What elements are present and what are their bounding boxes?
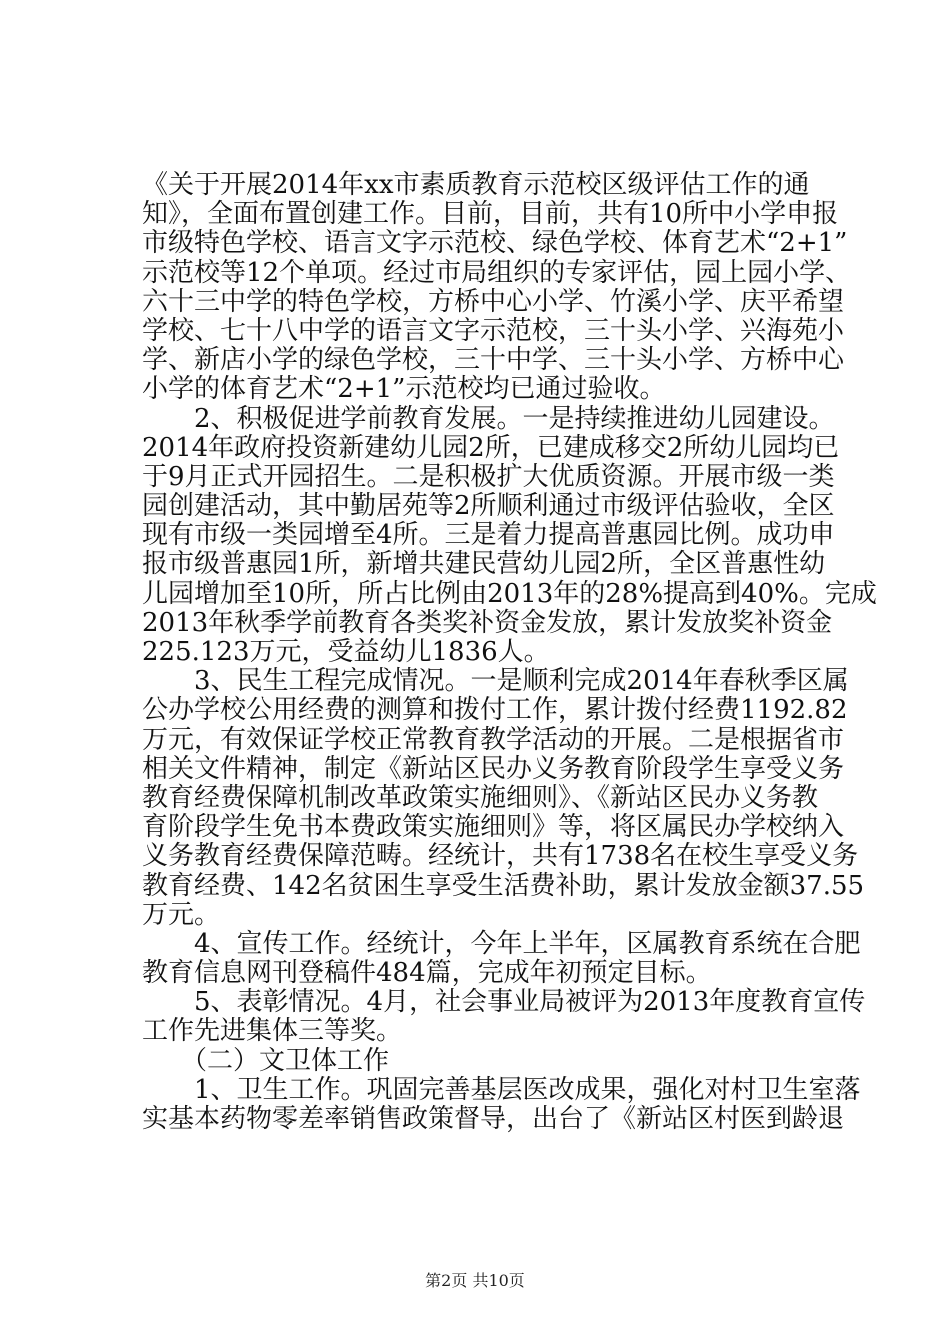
text-line: 万元，有效保证学校正常教育教学活动的开展。二是根据省市: [142, 724, 845, 755]
text-line: 义务教育经费保障范畴。经统计，共有1738名在校生享受义务: [142, 841, 859, 872]
text-line: 示范校等12个单项。经过市局组织的专家评估，园上园小学、: [142, 257, 852, 288]
text-line: 知》，全面布置创建工作。目前，目前，共有10所中小学申报: [142, 199, 839, 230]
text-line: 六十三中学的特色学校，方桥中心小学、竹溪小学、庆平希望: [142, 286, 845, 317]
text-line: 《关于开展2014年xx市素质教育示范校区级评估工作的通: [142, 170, 810, 200]
text-line: 实基本药物零差率销售政策督导，出台了《新站区村医到龄退: [142, 1104, 845, 1134]
text-line: 现有市级一类园增至4所。三是着力提高普惠园比例。成功申: [142, 520, 835, 551]
text-line: 儿园增加至10所，所占比例由2013年的28%提高到40%。完成: [142, 578, 877, 609]
text-line: 教育信息网刊登稿件484篇，完成年初预定目标。: [142, 958, 712, 989]
text-line: 4、宣传工作。经统计，今年上半年，区属教育系统在合肥: [142, 928, 861, 959]
text-line: 教育经费、142名贫困生享受生活费补助，累计发放金额37.55: [142, 870, 865, 901]
text-line: 1、卫生工作。巩固完善基层医改成果，强化对村卫生室落: [142, 1074, 861, 1105]
text-line: 5、表彰情况。4月，社会事业局被评为2013年度教育宣传: [142, 987, 866, 1018]
text-line: 教育经费保障机制改革政策实施细则》、《新站区民办义务教: [142, 782, 819, 813]
text-line: 育阶段学生免书本费政策实施细则》等，将区属民办学校纳入: [142, 812, 845, 843]
text-line: 万元。: [142, 899, 221, 930]
text-line: 3、民生工程完成情况。一是顺利完成2014年春秋季区属: [142, 666, 849, 697]
text-line: 学、新店小学的绿色学校，三十中学、三十头小学、方桥中心: [142, 345, 845, 376]
text-line: 工作先进集体三等奖。: [142, 1016, 403, 1047]
text-line: 园创建活动，其中勤居苑等2所顺利通过市级评估验收，全区: [142, 491, 835, 522]
page-footer: [0, 1268, 950, 1291]
text-line: 学校、七十八中学的语言文字示范校，三十头小学、兴海苑小: [142, 315, 845, 346]
text-line: 于9月正式开园招生。二是积极扩大优质资源。开展市级一类: [142, 461, 835, 492]
text-line: 2014年政府投资新建幼儿园2所，已建成移交2所幼儿园均已: [142, 432, 840, 463]
document-body: [142, 170, 877, 1134]
text-line: 报市级普惠园1所，新增共建民营幼儿园2所，全区普惠性幼: [142, 549, 826, 580]
text-line: 相关文件精神，制定《新站区民办义务教育阶段学生享受义务: [142, 753, 845, 784]
page-number: 第2页 共10页: [425, 1271, 525, 1290]
text-line: 2、积极促进学前教育发展。一是持续推进幼儿园建设。: [142, 403, 835, 434]
text-line: （二）文卫体工作: [142, 1045, 390, 1076]
text-line: 2013年秋季学前教育各类奖补资金发放，累计发放奖补资金: [142, 607, 833, 638]
text-line: 小学的体育艺术“2+1”示范校均已通过验收。: [142, 374, 666, 405]
text-line: 225.123万元，受益幼儿1836人。: [142, 637, 550, 667]
text-line: 公办学校公用经费的测算和拨付工作，累计拨付经费1192.82: [142, 695, 848, 726]
text-line: 市级特色学校、语言文字示范校、绿色学校、体育艺术“2+1”: [142, 228, 848, 259]
